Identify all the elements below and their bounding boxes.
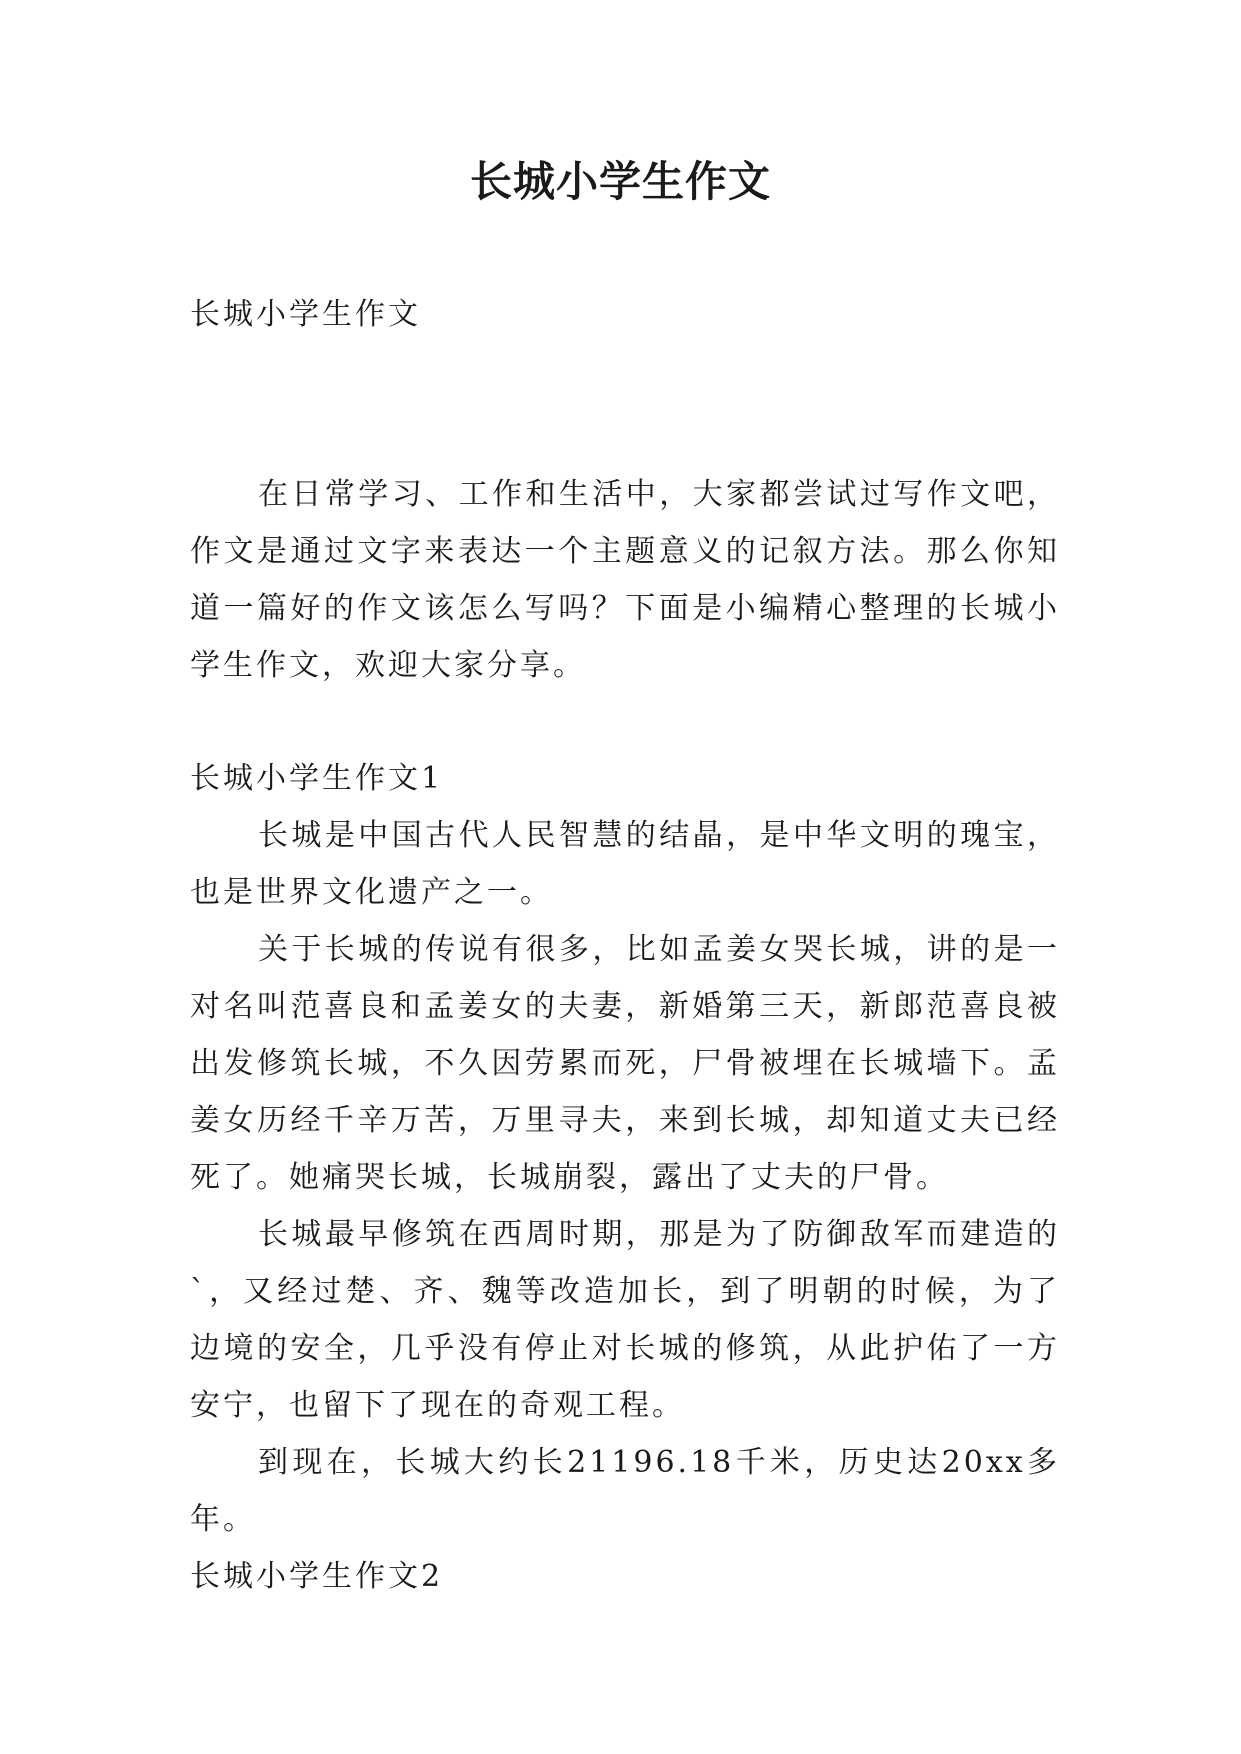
document-subtitle: 长城小学生作文 xyxy=(190,297,421,332)
document-body xyxy=(190,286,1060,1605)
essay-1-paragraph-3: 长城最早修筑在西周时期，那是为了防御敌军而建造的`，又经过楚、齐、魏等改造加长，到了明朝的时候，为了边境的安全，几乎没有停止对长城的修筑，从此护佑了一方安宁，也留下了现在的奇观工程。 xyxy=(190,1217,1060,1423)
document-title: 长城小学生作文 xyxy=(469,157,771,206)
essay-1-paragraph-4: 到现在，长城大约长21196.18千米，历史达20xx多年。 xyxy=(190,1445,1060,1537)
essay-1-heading: 长城小学生作文1 xyxy=(190,761,444,796)
spacer xyxy=(190,343,1060,466)
essay-1-paragraph-2: 关于长城的传说有很多，比如孟姜女哭长城，讲的是一对名叫范喜良和孟姜女的夫妻，新婚第三天，新郎范喜良被出发修筑长城，不久因劳累而死，尸骨被埋在长城墙下。孟姜女历经千辛万苦，万里寻夫，来到长城，却知道丈夫已经死了。她痛哭长城，长城崩裂，露出了丈夫的尸骨。 xyxy=(190,932,1060,1195)
spacer xyxy=(190,694,1060,750)
essay-1-paragraph-1: 长城是中国古代人民智慧的结晶，是中华文明的瑰宝，也是世界文化遗产之一。 xyxy=(190,818,1060,910)
essay-2-heading: 长城小学生作文2 xyxy=(190,1559,444,1594)
intro-paragraph: 在日常学习、工作和生活中，大家都尝试过写作文吧，作文是通过文字来表达一个主题意义的记叙方法。那么你知道一篇好的作文该怎么写吗？下面是小编精心整理的长城小学生作文，欢迎大家分享。 xyxy=(190,477,1060,683)
